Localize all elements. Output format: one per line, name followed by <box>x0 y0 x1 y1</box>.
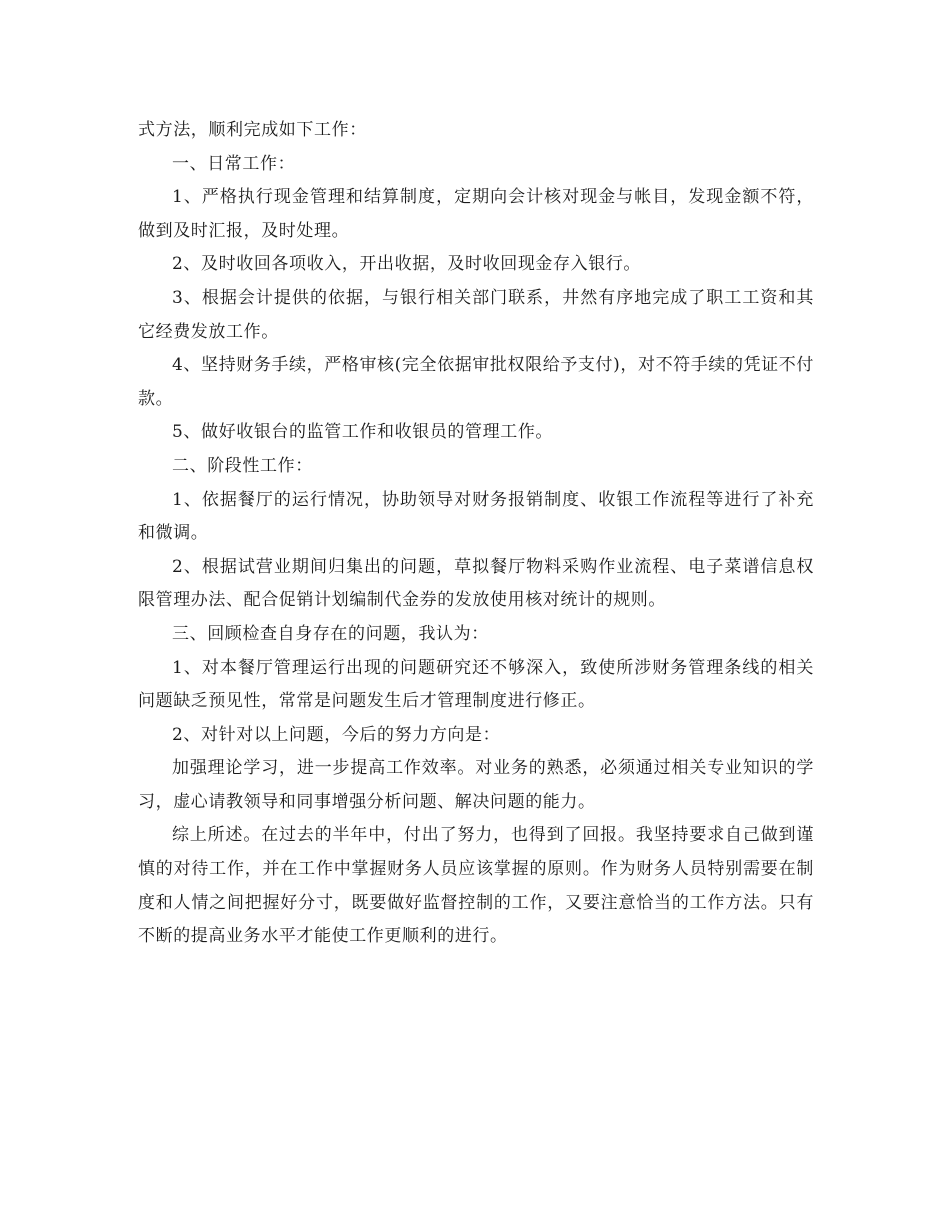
paragraph-body: 加强理论学习，进一步提高工作效率。对业务的熟悉，必须通过相关专业知识的学习，虚心请教领导和同事增强分析问题、解决问题的能力。 <box>138 758 814 812</box>
paragraph-item: 4、坚持财务手续，严格审核(完全依据审批权限给予支付)，对不符手续的凭证不付款。 <box>138 355 814 409</box>
paragraph-item: 1、对本餐厅管理运行出现的问题研究还不够深入，致使所涉财务管理条线的相关问题缺乏预见性，常常是问题发生后才管理制度进行修正。 <box>138 657 814 712</box>
paragraph-item: 3、根据会计提供的依据，与银行相关部门联系，井然有序地完成了职工工资和其它经费发放工作。 <box>138 287 814 342</box>
paragraph-item: 2、及时收回各项收入，开出收据，及时收回现金存入银行。 <box>172 254 642 275</box>
document-body <box>138 114 814 954</box>
paragraph-conclusion: 综上所述。在过去的半年中，付出了努力，也得到了回报。我坚持要求自己做到谨慎的对待工作，并在工作中掌握财务人员应该掌握的原则。作为财务人员特别需要在制度和人情之间把握好分寸，既要做好监督控制的工作，又要注意恰当的工作方法。只有不断的提高业务水平才能使工作更顺利的进行。 <box>138 825 814 947</box>
paragraph-item: 2、对针对以上问题，今后的努力方向是： <box>172 724 501 745</box>
paragraph-item: 1、严格执行现金管理和结算制度，定期向会计核对现金与帐目，发现金额不符，做到及时汇报，及时处理。 <box>138 187 814 241</box>
paragraph-item: 2、根据试营业期间归集出的问题，草拟餐厅物料采购作业流程、电子菜谱信息权限管理办法、配合促销计划编制代金券的发放使用核对统计的规则。 <box>138 556 814 611</box>
paragraph-continuation: 式方法，顺利完成如下工作： <box>138 120 367 140</box>
paragraph-item: 1、依据餐厅的运行情况，协助领导对财务报销制度、收银工作流程等进行了补充和微调。 <box>138 489 814 544</box>
section-heading-phase-work: 二、阶段性工作： <box>172 455 313 476</box>
section-heading-daily-work: 一、日常工作： <box>172 153 296 174</box>
section-heading-review: 三、回顾检查自身存在的问题，我认为： <box>172 623 489 644</box>
paragraph-item: 5、做好收银台的监管工作和收银员的管理工作。 <box>172 422 554 443</box>
